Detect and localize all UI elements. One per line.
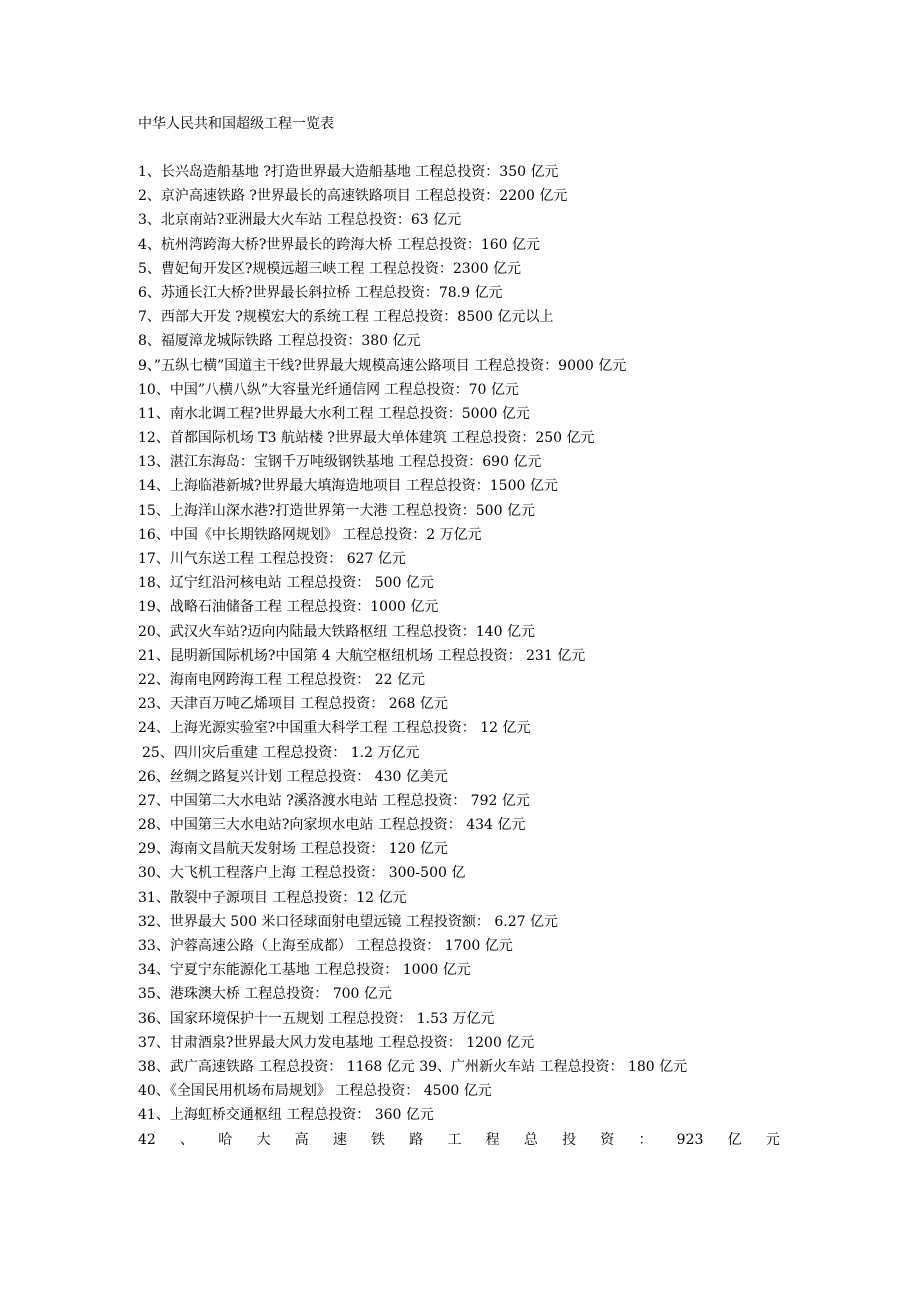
list-item: 1、长兴岛造船基地 ?打造世界最大造船基地 工程总投资：350 亿元 <box>138 164 559 180</box>
justified-token: 程 <box>485 1131 500 1148</box>
justified-token: 亿 <box>727 1131 742 1148</box>
justified-token: 铁 <box>371 1131 386 1148</box>
justified-token: 元 <box>765 1131 780 1148</box>
justified-token: 哈 <box>218 1131 233 1148</box>
list-item: 37、甘肃酒泉?世界最大风力发电基地 工程总投资： 1200 亿元 <box>138 1034 535 1051</box>
list-item: 25、四川灾后重建 工程总投资： 1.2 万亿元 <box>142 744 420 761</box>
list-item: 13、湛江东海岛：宝钢千万吨级钢铁基地 工程总投资：690 亿元 <box>138 454 542 471</box>
list-item: 34、宁夏宁东能源化工基地 工程总投资： 1000 亿元 <box>138 962 471 979</box>
list-item: 17、川气东送工程 工程总投资： 627 亿元 <box>138 551 406 567</box>
list-item: 23、天津百万吨乙烯项目 工程总投资： 268 亿元 <box>138 696 448 713</box>
justified-token: 资 <box>600 1131 615 1148</box>
list-item: 36、国家环境保护十一五规划 工程总投资： 1.53 万亿元 <box>138 1010 495 1027</box>
list-item: 24、上海光源实验室?中国重大科学工程 工程总投资： 12 亿元 <box>138 720 531 737</box>
list-item: 28、中国第三大水电站?向家坝水电站 工程总投资： 434 亿元 <box>138 817 526 834</box>
list-item: 19、战略石油储备工程 工程总投资：1000 亿元 <box>138 599 439 616</box>
list-item: 21、昆明新国际机场?中国第 4 大航空枢纽机场 工程总投资： 231 亿元 <box>138 647 586 664</box>
list-item: 27、中国第二大水电站 ?溪洛渡水电站 工程总投资： 792 亿元 <box>138 792 530 809</box>
list-item: 33、沪蓉高速公路（上海至成都） 工程总投资： 1700 亿元 <box>138 938 513 954</box>
list-item: 22、海南电网跨海工程 工程总投资： 22 亿元 <box>138 671 425 688</box>
list-item: 29、海南文昌航天发射场 工程总投资： 120 亿元 <box>138 841 448 858</box>
justified-token: 42 <box>138 1131 156 1148</box>
list-item: 3、北京南站?亚洲最大火车站 工程总投资：63 亿元 <box>138 212 462 229</box>
list-item: 2、京沪高速铁路 ?世界最长的高速铁路项目 工程总投资：2200 亿元 <box>138 188 568 205</box>
list-item: 11、南水北调工程?世界最大水利工程 工程总投资：5000 亿元 <box>138 405 530 422</box>
list-item: 7、西部大开发 ?规模宏大的系统工程 工程总投资：8500 亿元以上 <box>138 309 554 326</box>
list-item: 41、上海虹桥交通枢纽 工程总投资： 360 亿元 <box>138 1107 434 1124</box>
list-item: 16、中国《中长期铁路网规划》 工程总投资：2 万亿元 <box>138 526 482 543</box>
list-item: 6、苏通长江大桥?世界最长斜拉桥 工程总投资：78.9 亿元 <box>138 284 503 301</box>
list-item: 38、武广高速铁路 工程总投资： 1168 亿元 39、广州新火车站 工程总投资： 180 亿元 <box>138 1058 688 1075</box>
document-title: 中华人民共和国超级工程一览表 <box>138 116 334 132</box>
list-item: 31、散裂中子源项目 工程总投资：12 亿元 <box>138 889 407 906</box>
justified-token: 路 <box>409 1131 424 1148</box>
justified-token: 923 <box>676 1131 704 1148</box>
justified-token: ： <box>638 1131 653 1148</box>
justified-token: 大 <box>256 1131 271 1148</box>
list-item: 14、上海临港新城?世界最大填海造地项目 工程总投资：1500 亿元 <box>138 478 558 495</box>
project-list <box>138 160 788 1152</box>
justified-token: 高 <box>294 1131 309 1148</box>
justified-token: 工 <box>447 1131 462 1148</box>
list-item: 32、世界最大 500 米口径球面射电望远镜 工程投资额： 6.27 亿元 <box>138 913 558 930</box>
list-item: 5、曹妃甸开发区?规模远超三峡工程 工程总投资：2300 亿元 <box>138 260 521 277</box>
list-item: 4、杭州湾跨海大桥?世界最长的跨海大桥 工程总投资：160 亿元 <box>138 236 541 253</box>
list-item: 12、首都国际机场 T3 航站楼 ?世界最大单体建筑 工程总投资：250 亿元 <box>138 430 595 447</box>
justified-token: 速 <box>332 1131 347 1148</box>
list-item: 40、《全国民用机场布局规划》 工程总投资： 4500 亿元 <box>138 1083 492 1100</box>
list-item: 26、丝绸之路复兴计划 工程总投资： 430 亿美元 <box>138 768 448 785</box>
justified-token: 、 <box>180 1131 195 1148</box>
list-item: 35、港珠澳大桥 工程总投资： 700 亿元 <box>138 986 392 1003</box>
list-item: 10、中国”八横八纵”大容量光纤通信网 工程总投资：70 亿元 <box>138 381 519 398</box>
list-item: 9、”五纵七横”国道主干线?世界最大规模高速公路项目 工程总投资：9000 亿元 <box>138 357 627 374</box>
list-item-justified <box>138 1128 780 1152</box>
list-item: 20、武汉火车站?迈向内陆最大铁路枢纽 工程总投资：140 亿元 <box>138 623 535 640</box>
list-item: 18、辽宁红沿河核电站 工程总投资： 500 亿元 <box>138 575 434 592</box>
list-item: 15、上海洋山深水港?打造世界第一大港 工程总投资：500 亿元 <box>138 502 535 519</box>
list-item: 8、福厦漳龙城际铁路 工程总投资：380 亿元 <box>138 333 421 350</box>
justified-token: 投 <box>562 1131 577 1148</box>
list-item: 30、大飞机工程落户上海 工程总投资： 300-500 亿 <box>138 865 466 882</box>
justified-token: 总 <box>523 1131 538 1148</box>
